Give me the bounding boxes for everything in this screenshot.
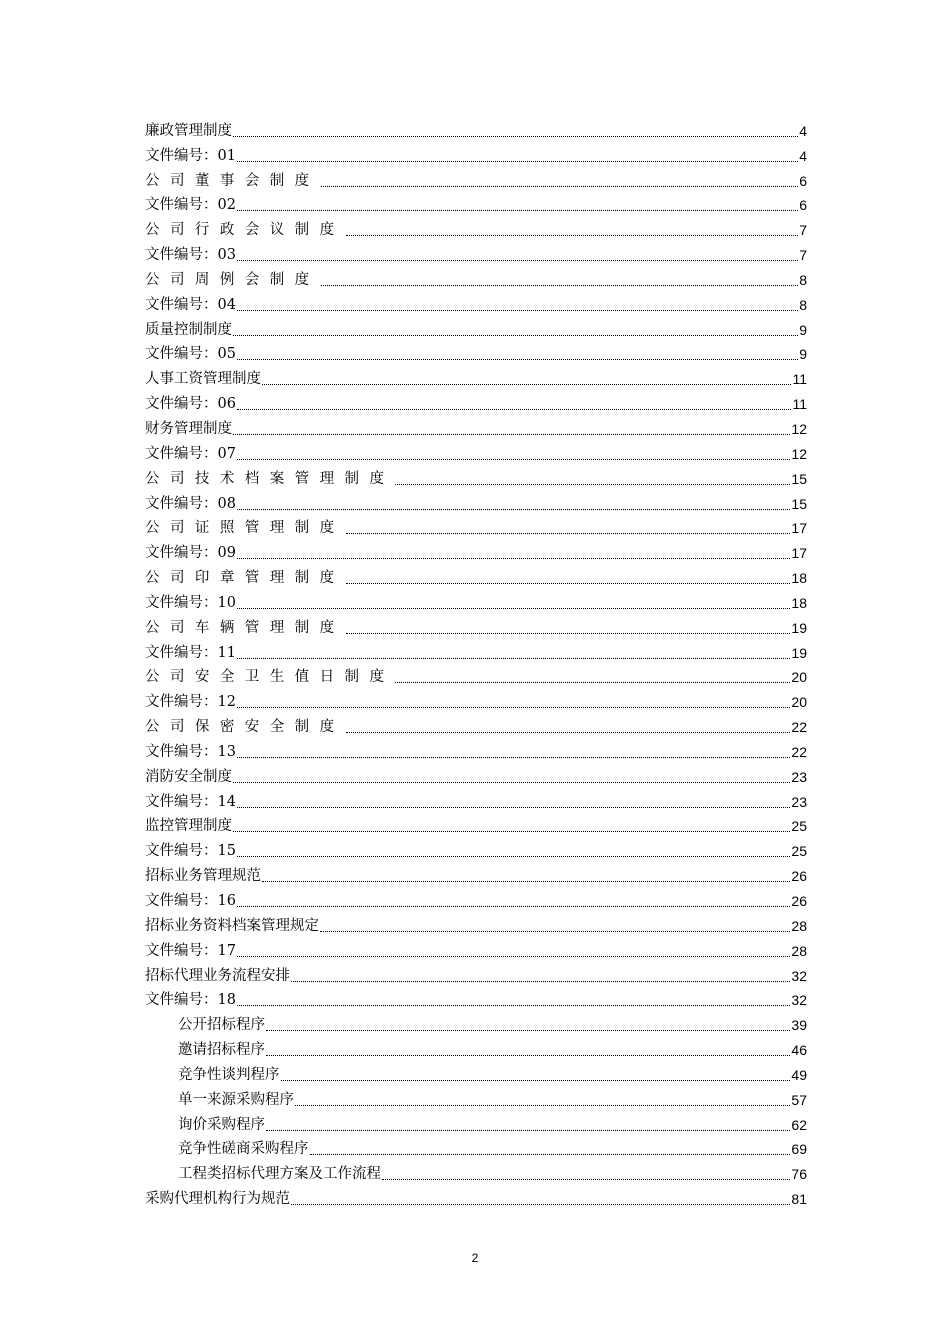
toc-entry-page: 39 — [791, 1017, 807, 1034]
toc-entry-label: 文件编号：07 — [145, 445, 236, 462]
toc-dot-leader — [237, 298, 798, 311]
toc-dot-leader — [395, 670, 790, 683]
toc-entry[interactable] — [145, 513, 807, 538]
toc-entry[interactable] — [145, 860, 807, 885]
toc-dot-leader — [295, 1093, 790, 1106]
toc-entry-label: 文件编号：18 — [145, 992, 236, 1009]
toc-entry-label: 文件编号：15 — [145, 843, 236, 860]
toc-entry[interactable] — [145, 587, 807, 612]
toc-dot-leader — [237, 646, 790, 659]
toc-entry-page: 18 — [791, 594, 807, 611]
toc-entry-label: 文件编号：08 — [145, 495, 236, 512]
toc-entry-label: 文件编号：13 — [145, 743, 236, 760]
toc-entry-page: 32 — [791, 992, 807, 1009]
toc-entry-label: 文件编号：04 — [145, 296, 236, 313]
toc-entry[interactable] — [145, 438, 807, 463]
toc-entry-page: 17 — [791, 545, 807, 562]
toc-entry[interactable] — [145, 314, 807, 339]
toc-entry[interactable] — [145, 190, 807, 215]
toc-entry-label: 公司证照管理制度 — [145, 520, 345, 537]
toc-entry[interactable] — [145, 1134, 807, 1159]
toc-entry-page: 11 — [792, 371, 807, 388]
toc-entry-label: 文件编号：16 — [145, 893, 236, 909]
toc-entry[interactable] — [145, 1059, 807, 1084]
toc-entry[interactable] — [145, 711, 807, 736]
toc-entry-page: 8 — [799, 271, 807, 288]
toc-entry-page: 7 — [799, 222, 807, 239]
toc-entry[interactable] — [145, 736, 807, 761]
toc-entry-label: 公司董事会制度 — [145, 172, 320, 189]
toc-dot-leader — [320, 919, 790, 932]
toc-entry-page: 57 — [791, 1091, 807, 1108]
toc-dot-leader — [237, 397, 792, 410]
page-number: 2 — [471, 1251, 479, 1265]
toc-dot-leader — [262, 869, 790, 882]
toc-entry[interactable] — [145, 960, 807, 985]
toc-entry-page: 12 — [791, 420, 807, 437]
toc-dot-leader — [237, 347, 798, 360]
toc-entry-label: 文件编号：10 — [145, 594, 236, 611]
toc-entry[interactable] — [145, 289, 807, 314]
toc-entry-label: 文件编号：12 — [145, 694, 236, 711]
toc-dot-leader — [346, 223, 799, 236]
toc-entry-label: 工程类招标代理方案及工作流程 — [178, 1166, 381, 1183]
toc-entry[interactable] — [145, 1009, 807, 1034]
toc-entry[interactable] — [145, 165, 807, 190]
toc-entry[interactable] — [145, 388, 807, 413]
toc-entry-label: 人事工资管理制度 — [145, 371, 261, 388]
toc-dot-leader — [266, 1018, 790, 1031]
toc-entry-page: 76 — [791, 1166, 807, 1183]
toc-entry-label: 招标业务管理规范 — [145, 868, 261, 885]
toc-entry-label: 公司周例会制度 — [145, 271, 320, 288]
toc-entry-page: 20 — [791, 669, 807, 686]
toc-entry[interactable] — [145, 786, 807, 811]
toc-dot-leader — [346, 521, 791, 534]
toc-entry-page: 23 — [791, 768, 807, 785]
toc-dot-leader — [321, 174, 799, 187]
toc-entry-label: 文件编号：17 — [145, 942, 236, 959]
toc-entry-page: 62 — [791, 1116, 807, 1133]
toc-dot-leader — [346, 720, 791, 733]
toc-entry-label: 文件编号：14 — [145, 793, 236, 810]
toc-dot-leader — [266, 1043, 790, 1056]
toc-entry[interactable] — [145, 1109, 807, 1134]
toc-entry[interactable] — [145, 612, 807, 637]
toc-dot-leader — [233, 323, 798, 336]
toc-entry-label: 邀请招标程序 — [178, 1042, 265, 1059]
toc-entry[interactable] — [145, 537, 807, 562]
toc-dot-leader — [237, 596, 790, 609]
table-of-contents — [145, 115, 807, 1208]
toc-entry-page: 69 — [791, 1141, 807, 1158]
toc-entry-page: 22 — [791, 743, 807, 760]
toc-entry-page: 9 — [799, 346, 807, 363]
toc-entry-label: 廉政管理制度 — [145, 122, 232, 139]
toc-entry-page: 22 — [791, 719, 807, 736]
toc-entry-page: 11 — [792, 396, 807, 413]
toc-dot-leader — [346, 621, 791, 634]
toc-entry[interactable] — [145, 985, 807, 1010]
toc-dot-leader — [233, 422, 790, 435]
toc-entry-page: 6 — [799, 197, 807, 214]
toc-entry[interactable] — [145, 662, 807, 687]
toc-entry-label: 文件编号：05 — [145, 346, 236, 363]
toc-entry-page: 19 — [791, 644, 807, 661]
toc-dot-leader — [281, 1068, 791, 1081]
toc-entry-page: 25 — [791, 818, 807, 835]
toc-dot-leader — [237, 248, 798, 261]
toc-entry[interactable] — [145, 239, 807, 264]
toc-dot-leader — [321, 273, 799, 286]
toc-entry[interactable] — [145, 811, 807, 836]
toc-entry-label: 单一来源采购程序 — [178, 1091, 294, 1108]
toc-dot-leader — [237, 695, 790, 708]
toc-entry-page: 4 — [799, 147, 807, 164]
toc-entry[interactable] — [145, 1084, 807, 1109]
toc-dot-leader — [237, 944, 790, 957]
toc-dot-leader — [262, 372, 791, 385]
toc-entry-page: 15 — [791, 470, 807, 487]
toc-entry-page: 19 — [791, 619, 807, 636]
toc-entry[interactable] — [145, 885, 807, 910]
toc-entry[interactable] — [145, 413, 807, 438]
toc-entry-page: 6 — [799, 172, 807, 189]
toc-dot-leader — [233, 819, 790, 832]
toc-entry-page: 81 — [791, 1191, 807, 1208]
toc-dot-leader — [237, 497, 790, 510]
toc-dot-leader — [382, 1167, 790, 1180]
toc-entry-page: 46 — [791, 1042, 807, 1059]
toc-entry[interactable] — [145, 1034, 807, 1059]
toc-entry-label: 招标代理业务流程安排 — [145, 967, 290, 984]
toc-entry[interactable] — [145, 562, 807, 587]
toc-entry-label: 公司印章管理制度 — [145, 570, 345, 587]
toc-dot-leader — [237, 198, 798, 211]
toc-entry[interactable] — [145, 935, 807, 960]
toc-entry-label: 质量控制制度 — [145, 321, 232, 338]
toc-dot-leader — [395, 472, 790, 485]
toc-entry-label: 公司技术档案管理制度 — [145, 470, 395, 487]
toc-entry-label: 消防安全制度 — [145, 768, 232, 785]
toc-entry-label: 公司行政会议制度 — [145, 222, 345, 239]
toc-entry[interactable] — [145, 835, 807, 860]
toc-entry-page: 7 — [799, 247, 807, 264]
toc-entry-label: 文件编号：06 — [145, 396, 236, 413]
toc-entry-page: 28 — [791, 942, 807, 959]
toc-dot-leader — [233, 124, 798, 137]
toc-entry[interactable] — [145, 140, 807, 165]
toc-dot-leader — [237, 993, 790, 1006]
toc-dot-leader — [291, 1192, 790, 1205]
toc-entry-label: 公司保密安全制度 — [145, 719, 345, 736]
toc-entry[interactable] — [145, 463, 807, 488]
toc-entry-label: 公司车辆管理制度 — [145, 619, 345, 636]
toc-entry[interactable] — [145, 637, 807, 662]
toc-entry[interactable] — [145, 264, 807, 289]
toc-entry-label: 文件编号：11 — [145, 644, 236, 661]
toc-dot-leader — [237, 546, 790, 559]
toc-entry-label: 采购代理机构行为规范 — [145, 1191, 290, 1208]
toc-entry-page: 18 — [791, 570, 807, 587]
toc-entry[interactable] — [145, 910, 807, 935]
toc-entry-page: 4 — [799, 122, 807, 139]
toc-entry-label: 竞争性谈判程序 — [178, 1066, 280, 1083]
toc-entry[interactable] — [145, 115, 807, 140]
toc-entry[interactable] — [145, 761, 807, 786]
toc-dot-leader — [237, 795, 790, 808]
toc-entry-label: 财务管理制度 — [145, 420, 232, 437]
toc-dot-leader — [291, 969, 790, 982]
toc-entry-label: 竞争性磋商采购程序 — [178, 1141, 309, 1158]
toc-dot-leader — [233, 770, 790, 783]
toc-entry-label: 文件编号：03 — [145, 247, 236, 264]
toc-entry-label: 招标业务资料档案管理规定 — [145, 917, 319, 934]
toc-entry-page: 9 — [799, 321, 807, 338]
toc-entry-label: 公司安全卫生值日制度 — [145, 669, 395, 686]
toc-dot-leader — [237, 149, 798, 162]
toc-entry-page: 49 — [791, 1066, 807, 1083]
toc-entry-page: 25 — [791, 843, 807, 860]
toc-entry-page: 32 — [791, 967, 807, 984]
toc-entry[interactable] — [145, 686, 807, 711]
toc-entry-label: 监控管理制度 — [145, 818, 232, 835]
toc-entry[interactable] — [145, 488, 807, 513]
toc-dot-leader — [310, 1142, 791, 1155]
toc-entry-page: 17 — [791, 520, 807, 537]
toc-dot-leader — [237, 894, 790, 907]
toc-entry-label: 文件编号：01 — [145, 147, 236, 164]
toc-entry-page: 26 — [791, 868, 807, 885]
toc-dot-leader — [266, 1118, 790, 1131]
toc-entry[interactable] — [145, 1183, 807, 1208]
toc-dot-leader — [237, 844, 790, 857]
toc-entry-page: 28 — [791, 917, 807, 934]
toc-dot-leader — [237, 447, 790, 460]
toc-entry-page: 20 — [791, 694, 807, 711]
toc-entry-page: 23 — [791, 793, 807, 810]
toc-entry-label: 公开招标程序 — [178, 1017, 265, 1034]
toc-entry-page: 15 — [791, 495, 807, 512]
toc-entry[interactable] — [145, 1158, 807, 1183]
toc-entry-label: 询价采购程序 — [178, 1116, 265, 1133]
toc-dot-leader — [346, 571, 791, 584]
toc-entry-label: 文件编号：02 — [145, 197, 236, 214]
toc-entry-page: 26 — [791, 893, 807, 909]
toc-entry-page: 12 — [791, 445, 807, 462]
toc-entry[interactable] — [145, 363, 807, 388]
toc-entry-label: 文件编号：09 — [145, 545, 236, 562]
toc-entry-page: 8 — [799, 296, 807, 313]
toc-dot-leader — [237, 745, 790, 758]
toc-entry[interactable] — [145, 339, 807, 364]
toc-entry[interactable] — [145, 214, 807, 239]
